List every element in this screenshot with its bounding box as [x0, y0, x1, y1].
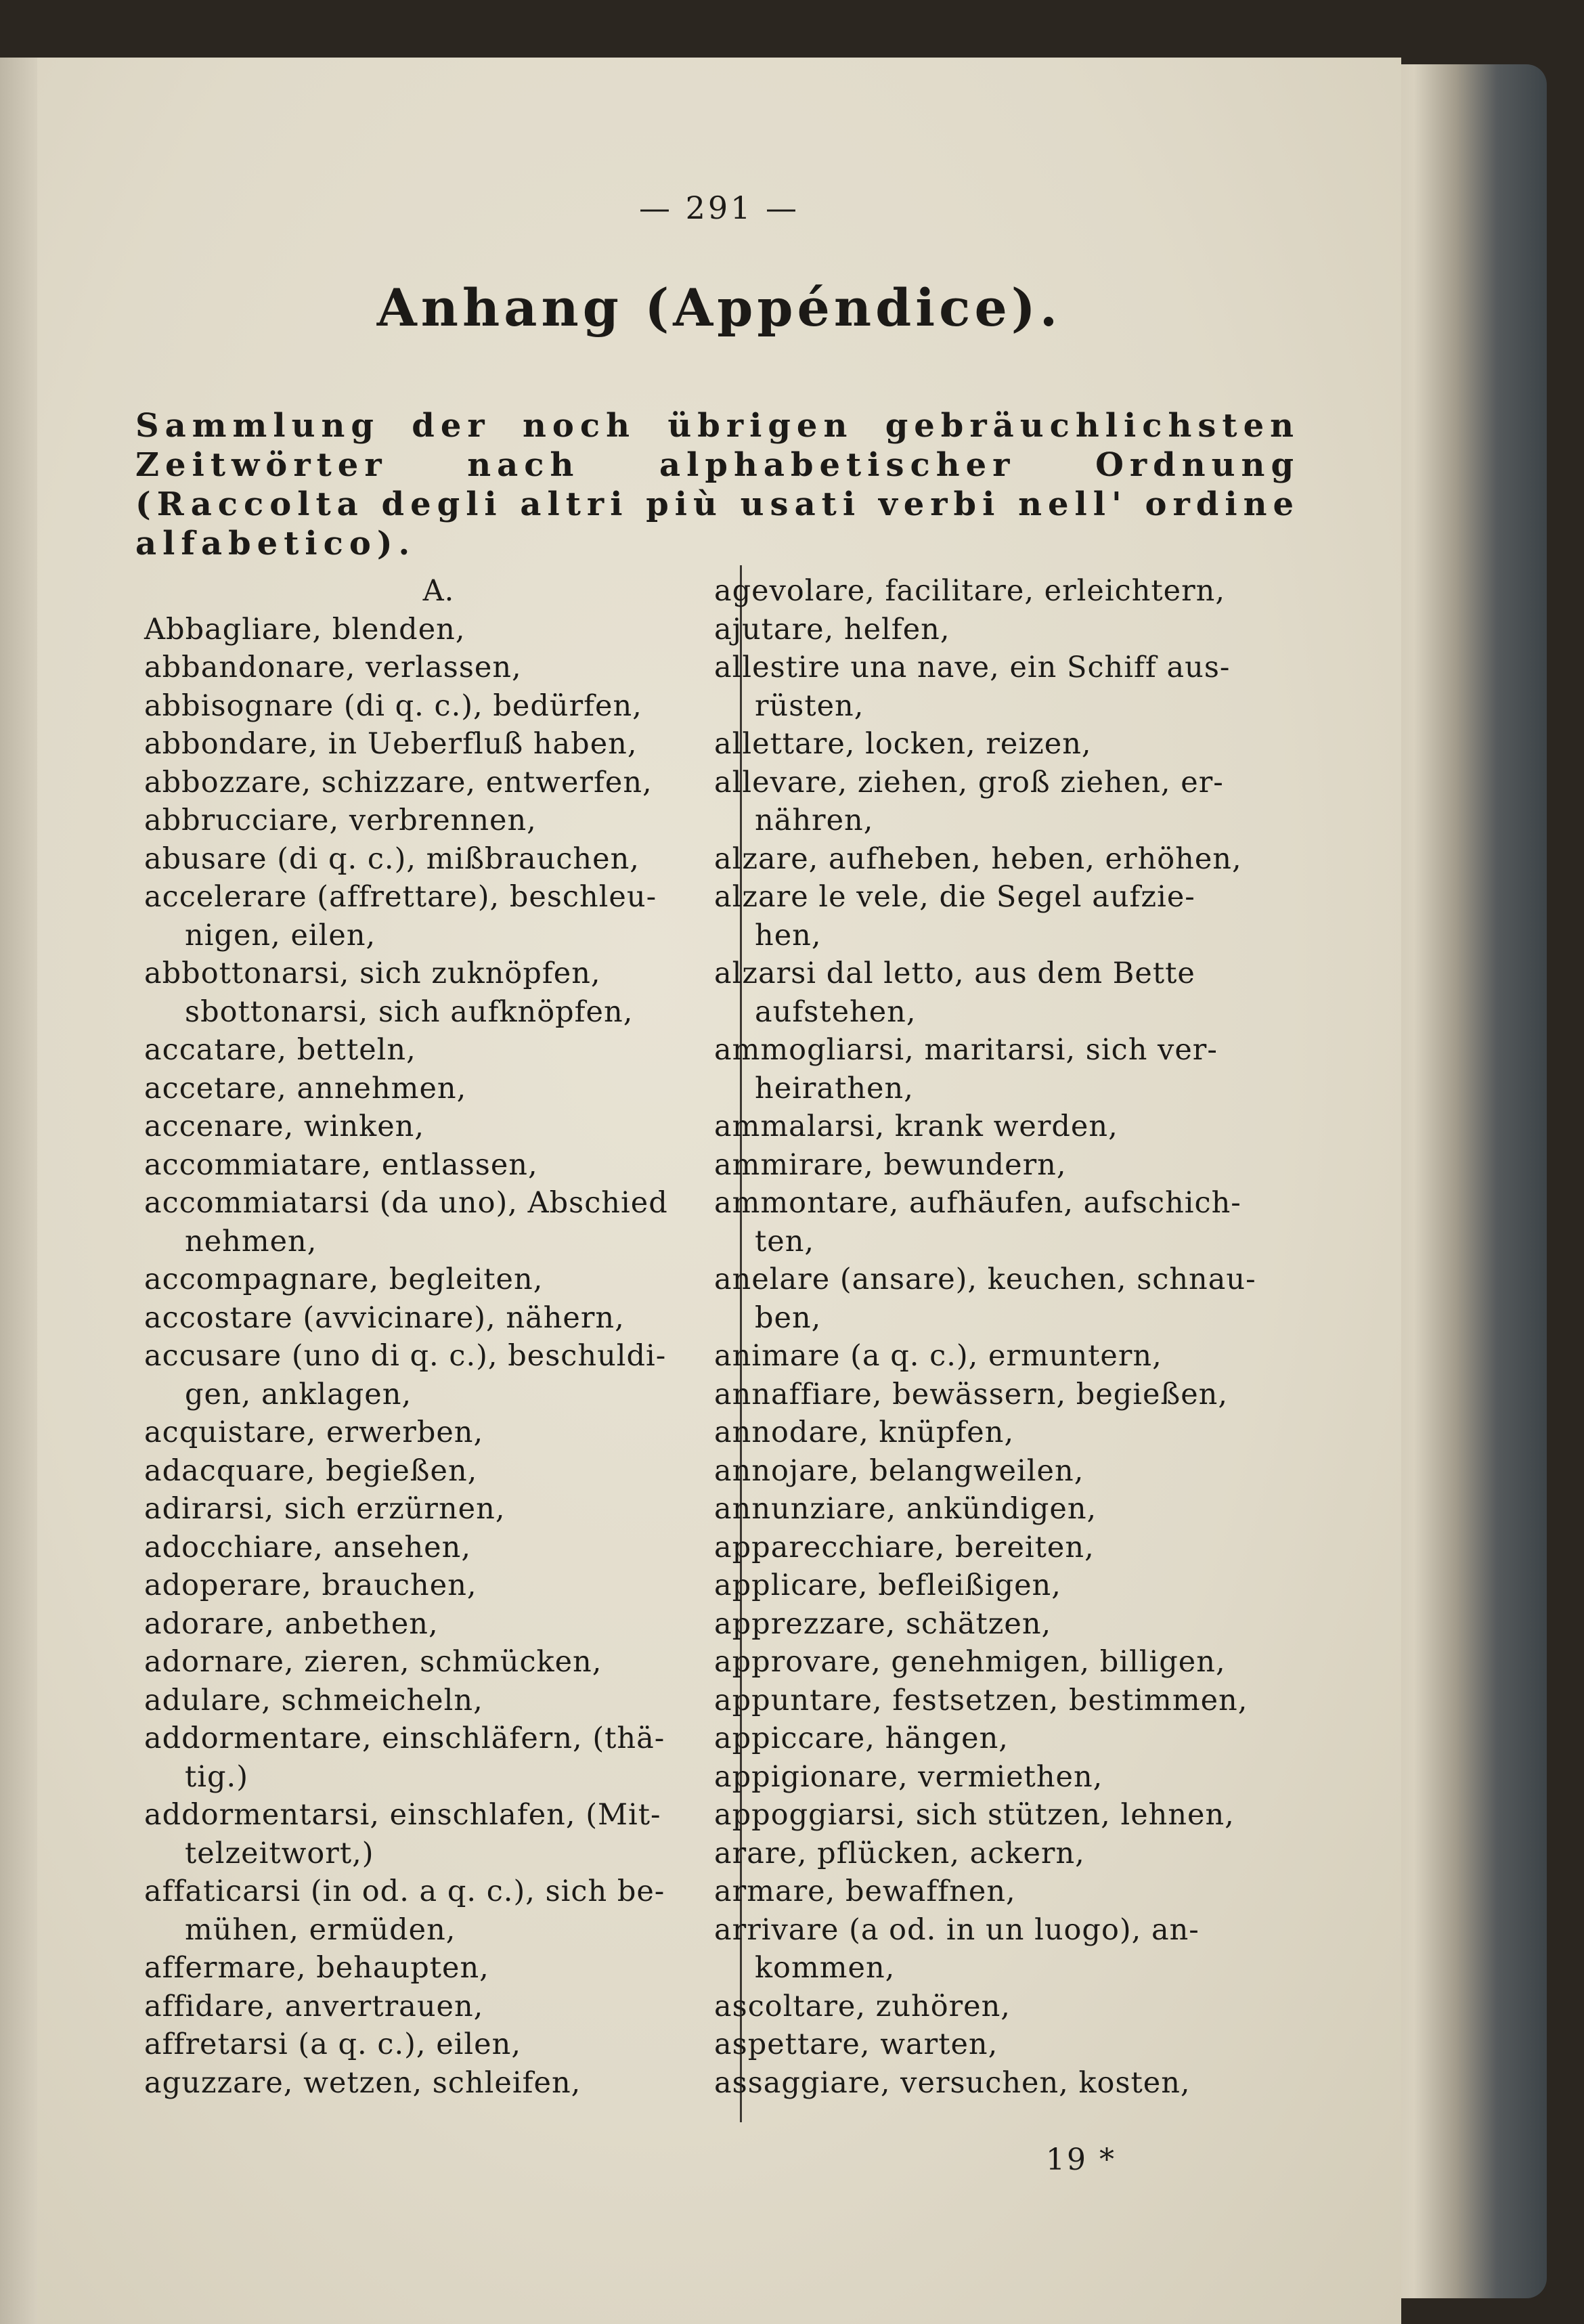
dictionary-entry: accenare, winken,: [144, 1110, 425, 1143]
signature-mark: 19 *: [1046, 2143, 1116, 2177]
dictionary-entry: affaticarsi (in od. a q. c.), sich be-: [144, 1874, 665, 1908]
dictionary-entry: accompagnare, begleiten,: [144, 1263, 544, 1296]
dictionary-entry: nigen, eilen,: [185, 918, 376, 952]
dictionary-entry: accostare (avvicinare), nähern,: [144, 1300, 625, 1335]
right-column: [714, 572, 1337, 2102]
dictionary-entry: abbondare, in Ueberfluß haben,: [144, 727, 638, 761]
dictionary-entry: addormentarsi, einschlafen, (Mit-: [144, 1798, 661, 1832]
dictionary-entry: adornare, zieren, schmücken,: [144, 1645, 602, 1679]
dictionary-entry: accelerare (affrettare), beschleu-: [144, 880, 657, 914]
dictionary-entry: appigionare, vermiethen,: [714, 1759, 1103, 1794]
dictionary-entry: tig.): [185, 1759, 249, 1794]
dictionary-entry: nähren,: [755, 804, 874, 837]
dictionary-entry: telzeitwort,): [185, 1836, 374, 1870]
dictionary-entry: accommiatarsi (da uno), Abschied: [144, 1186, 668, 1220]
dictionary-entry: affidare, anvertrauen,: [144, 1989, 484, 2023]
dictionary-entry: mühen, ermüden,: [185, 1912, 456, 1947]
dictionary-entry: gen, anklagen,: [185, 1377, 412, 1411]
dictionary-entry: armare, bewaffnen,: [714, 1874, 1016, 1908]
dictionary-entry: adirarsi, sich erzürnen,: [144, 1492, 506, 1526]
dictionary-entry: acquistare, erwerben,: [144, 1416, 484, 1449]
dictionary-entry: accommiatare, entlassen,: [144, 1147, 538, 1182]
dictionary-entry: accetare, annehmen,: [144, 1071, 467, 1105]
dictionary-entry: assaggiare, versuchen, kosten,: [714, 2065, 1191, 2100]
book-page: [37, 58, 1401, 2324]
dictionary-entry: abbottonarsi, sich zuknöpfen,: [144, 957, 601, 990]
dictionary-entry: allestire una nave, ein Schiff aus-: [714, 651, 1231, 684]
dictionary-entry: abbandonare, verlassen,: [144, 651, 522, 684]
dictionary-entry: ammogliarsi, maritarsi, sich ver-: [714, 1033, 1218, 1067]
dictionary-entry: rüsten,: [755, 688, 864, 723]
dictionary-entry: affermare, behaupten,: [144, 1951, 489, 1985]
dictionary-entry: hen,: [755, 918, 822, 952]
dictionary-entry: annodare, knüpfen,: [714, 1416, 1015, 1449]
dictionary-entry: agevolare, facilitare, erleichtern,: [714, 574, 1226, 608]
section-letter: A.: [422, 574, 455, 608]
dictionary-entry: abbisognare (di q. c.), bedürfen,: [144, 688, 642, 723]
left-column: [144, 572, 733, 2102]
dictionary-entry: approvare, genehmigen, billigen,: [714, 1645, 1226, 1679]
dictionary-entry: ajutare, helfen,: [714, 612, 950, 646]
dictionary-entry: adulare, schmeicheln,: [144, 1683, 483, 1717]
dictionary-entry: abbozzare, schizzare, entwerfen,: [144, 765, 653, 799]
dictionary-entry: apprezzare, schätzen,: [714, 1606, 1052, 1641]
dictionary-entry: abusare (di q. c.), mißbrauchen,: [144, 841, 640, 876]
dictionary-entry: adacquare, begießen,: [144, 1453, 478, 1488]
dictionary-entry: alzare le vele, die Segel aufzie-: [714, 880, 1195, 914]
dictionary-entry: adorare, anbethen,: [144, 1606, 439, 1641]
dictionary-entry: applicare, befleißigen,: [714, 1569, 1061, 1602]
dictionary-entry: alzarsi dal letto, aus dem Bette: [714, 957, 1195, 990]
dictionary-entry: ten,: [755, 1224, 815, 1258]
dictionary-entry: adoperare, brauchen,: [144, 1569, 477, 1602]
dictionary-entry: aspettare, warten,: [714, 2027, 998, 2061]
dictionary-entry: abbrucciare, verbrennen,: [144, 804, 537, 837]
dictionary-entry: annojare, belangweilen,: [714, 1453, 1084, 1488]
page-title: Anhang (Appéndice).: [376, 278, 1062, 338]
dictionary-entry: appoggiarsi, sich stützen, lehnen,: [714, 1798, 1235, 1832]
dictionary-entry: animare (a q. c.), ermuntern,: [714, 1339, 1162, 1373]
dictionary-entry: accatare, betteln,: [144, 1033, 416, 1067]
dictionary-entry: appuntare, festsetzen, bestimmen,: [714, 1683, 1248, 1717]
dictionary-entry: ammontare, aufhäufen, aufschich-: [714, 1186, 1241, 1220]
page-subtitle: Sammlung der noch übrigen gebräuchlichsten Zeitwörter nach alphabetischer Ordnung (Raccolta degli altri più usati verbi nell' ordine alfabetico).: [135, 407, 1300, 563]
dictionary-entry: allettare, locken, reizen,: [714, 727, 1092, 761]
dictionary-entry: arrivare (a od. in un luogo), an-: [714, 1912, 1200, 1947]
dictionary-entry: Abbagliare, blenden,: [144, 612, 466, 646]
dictionary-entry: ben,: [755, 1300, 822, 1335]
dictionary-entry: appiccare, hängen,: [714, 1722, 1009, 1755]
dictionary-entry: adocchiare, ansehen,: [144, 1530, 471, 1564]
dictionary-entry: accusare (uno di q. c.), beschuldi-: [144, 1339, 667, 1373]
dictionary-entry: aufstehen,: [755, 994, 917, 1029]
dictionary-entry: nehmen,: [185, 1224, 317, 1258]
dictionary-entry: ascoltare, zuhören,: [714, 1989, 1011, 2023]
dictionary-entry: aguzzare, wetzen, schleifen,: [144, 2065, 581, 2100]
dictionary-entry: annaffiare, bewässern, begießen,: [714, 1377, 1229, 1411]
dictionary-entry: allevare, ziehen, groß ziehen, er-: [714, 765, 1224, 799]
dictionary-entry: anelare (ansare), keuchen, schnau-: [714, 1263, 1256, 1296]
dictionary-entry: kommen,: [755, 1951, 896, 1985]
dictionary-entry: annunziare, ankündigen,: [714, 1492, 1097, 1526]
dictionary-entry: affretarsi (a q. c.), eilen,: [144, 2027, 521, 2061]
dictionary-entry: alzare, aufheben, heben, erhöhen,: [714, 841, 1242, 876]
book-spine-edge: [1381, 64, 1547, 2298]
dictionary-entry: ammirare, bewundern,: [714, 1147, 1067, 1182]
dictionary-entry: heirathen,: [755, 1071, 914, 1105]
left-page-edge: [0, 58, 41, 2324]
dictionary-entry: sbottonarsi, sich aufknöpfen,: [185, 994, 634, 1029]
page-number: — 291 —: [638, 190, 800, 226]
dictionary-entry: addormentare, einschläfern, (thä-: [144, 1722, 665, 1755]
dictionary-entry: ammalarsi, krank werden,: [714, 1110, 1118, 1143]
dictionary-entry: apparecchiare, bereiten,: [714, 1530, 1095, 1564]
dictionary-entry: arare, pflücken, ackern,: [714, 1836, 1085, 1870]
